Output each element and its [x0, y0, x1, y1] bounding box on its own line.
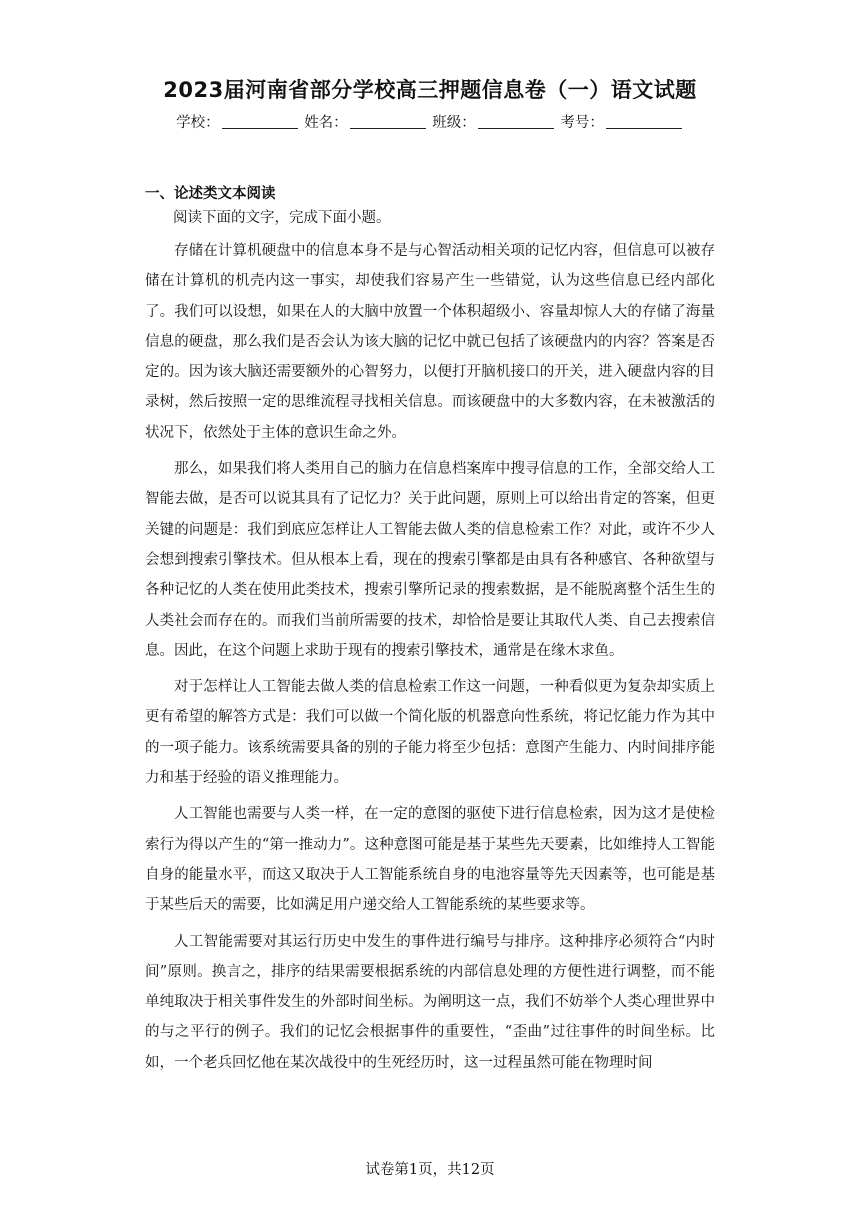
- passage-paragraph: 对于怎样让人工智能去做人类的信息检索工作这一问题，一种看似更为复杂却实质上更有希望的解答方式是：我们可以做一个简化版的机器意向性系统，将记忆能力作为其中的一项子能力。该系统需要具备的别的子能力将至少包括：意图产生能力、内时间排序能力和基于经验的语义推理能力。: [145, 679, 715, 787]
- section-instruction: 阅读下面的文字，完成下面小题。: [173, 210, 391, 226]
- section-heading: 一、论述类文本阅读: [145, 186, 276, 202]
- page-footer: 试卷第1页，共12页: [365, 1162, 495, 1178]
- page-title: 2023届河南省部分学校高三押题信息卷（一）语文试题: [163, 78, 697, 102]
- school-label: 学校：: [176, 115, 220, 131]
- reading-passage: [145, 236, 715, 1084]
- class-blank: [478, 114, 554, 129]
- passage-paragraph: 人工智能也需要与人类一样，在一定的意图的驱使下进行信息检索，因为这才是使检索行为得以产生的“第一推动力”。这种意图可能是基于某些先天要素，比如维持人工智能自身的能量水平，而这又取决于人工智能系统自身的电池容量等先天因素等，也可能是基于某些后天的需要，比如满足用户递交给人工智能系统的某些要求等。: [145, 806, 715, 914]
- passage-paragraph: 存储在计算机硬盘中的信息本身不是与心智活动相关项的记忆内容，但信息可以被存储在计算机的机壳内这一事实，却使我们容易产生一些错觉，认为这些信息已经内部化了。我们可以设想，如果在人的大脑中放置一个体积超级小、容量却惊人大的存储了海量信息的硬盘，那么我们是否会认为该大脑的记忆中就已包括了该硬盘内的内容？答案是否定的。因为该大脑还需要额外的心智努力，以便打开脑机接口的开关，进入硬盘内容的目录树，然后按照一定的思维流程寻找相关信息。而该硬盘中的大多数内容，在未被激活的状况下，依然处于主体的意识生命之外。: [145, 243, 715, 441]
- passage-paragraph: 那么，如果我们将人类用自己的脑力在信息档案库中搜寻信息的工作，全部交给人工智能去做，是否可以说其具有了记忆力？关于此问题，原则上可以给出肯定的答案，但更关键的问题是：我们到底应怎样让人工智能去做人类的信息检索工作？对此，或许不少人会想到搜索引擎技术。但从根本上看，现在的搜索引擎都是由具有各种感官、各种欲望与各种记忆的人类在使用此类技术，搜索引擎所记录的搜索数据，是不能脱离整个活生生的人类社会而存在的。而我们当前所需要的技术，却恰恰是要让其取代人类、自己去搜索信息。因此，在这个问题上求助于现有的搜索引擎技术，通常是在缘木求鱼。: [145, 461, 715, 659]
- name-label: 姓名：: [304, 115, 348, 131]
- school-blank: [222, 114, 298, 129]
- student-info-line: [0, 111, 860, 132]
- exam-number-blank: [606, 114, 682, 129]
- exam-number-label: 考号：: [560, 115, 604, 131]
- name-blank: [350, 114, 426, 129]
- class-label: 班级：: [432, 115, 476, 131]
- passage-paragraph: 人工智能需要对其运行历史中发生的事件进行编号与排序。这种排序必须符合“内时间”原则。换言之，排序的结果需要根据系统的内部信息处理的方便性进行调整，而不能单纯取决于相关事件发生的外部时间坐标。为阐明这一点，我们不妨举个人类心理世界中的与之平行的例子。我们的记忆会根据事件的重要性，“歪曲”过往事件的时间坐标。比如，一个老兵回忆他在某次战役中的生死经历时，这一过程虽然可能在物理时间: [145, 933, 715, 1071]
